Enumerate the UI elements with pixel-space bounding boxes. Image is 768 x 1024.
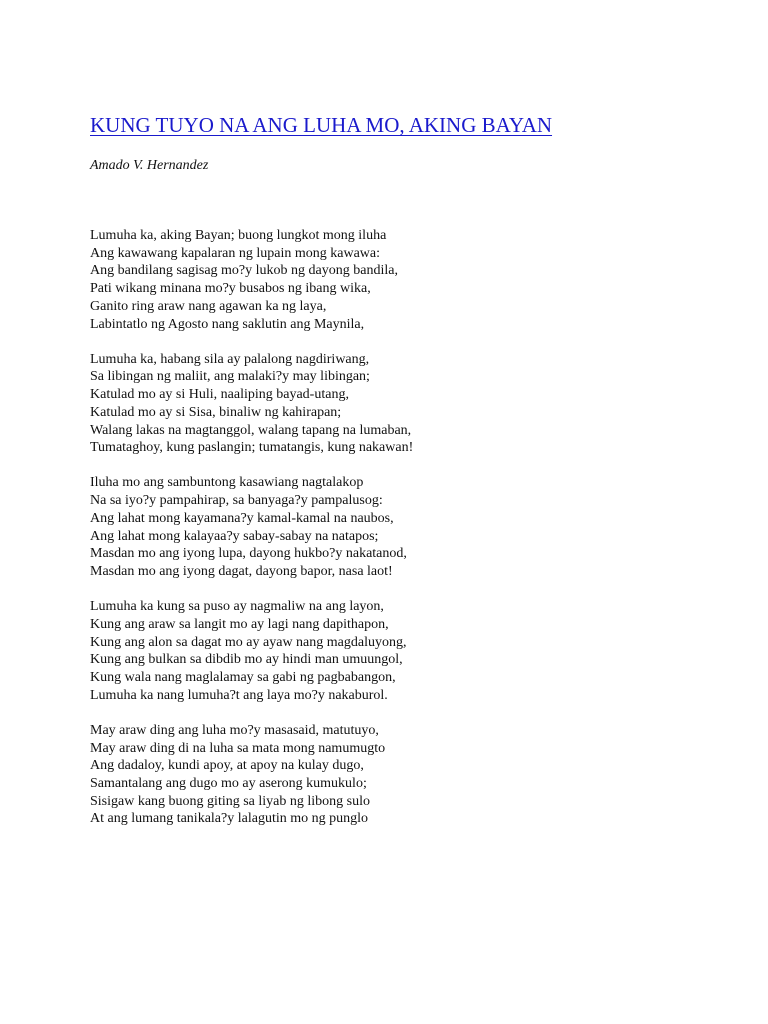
poem-body xyxy=(90,227,730,828)
poem-line: Na sa iyo?y pampahirap, sa banyaga?y pampalusog: xyxy=(90,493,383,509)
poem-line: Ang bandilang sagisag mo?y lukob ng dayong bandila, xyxy=(90,263,398,279)
poem-line: Katulad mo ay si Sisa, binaliw ng kahirapan; xyxy=(90,404,342,420)
poem-line: Lumuha ka, habang sila ay palalong nagdiriwang, xyxy=(90,351,370,367)
poem-stanza xyxy=(90,598,730,704)
poem-line: Ganito ring araw nang agawan ka ng laya, xyxy=(90,298,327,314)
poem-line: May araw ding di na luha sa mata mong namumugto xyxy=(90,740,386,756)
poem-line: Ang lahat mong kayamana?y kamal-kamal na naubos, xyxy=(90,510,394,526)
poem-line: Masdan mo ang iyong lupa, dayong hukbo?y nakatanod, xyxy=(90,546,407,562)
poem-line: Ang dadaloy, kundi apoy, at apoy na kulay dugo, xyxy=(90,758,364,774)
poem-line: Ang kawawang kapalaran ng lupain mong kawawa: xyxy=(90,245,381,261)
poem-line: Masdan mo ang iyong dagat, dayong bapor, nasa laot! xyxy=(90,563,393,579)
poem-line: Kung ang alon sa dagat mo ay ayaw nang magdaluyong, xyxy=(90,634,407,650)
document-page xyxy=(90,110,730,846)
poem-stanza xyxy=(90,227,730,333)
poem-line: Katulad mo ay si Huli, naaliping bayad-utang, xyxy=(90,387,349,403)
poem-line: Kung wala nang maglalamay sa gabi ng pagbabangon, xyxy=(90,669,396,685)
poem-line: Lumuha ka nang lumuha?t ang laya mo?y nakaburol. xyxy=(90,687,388,703)
poem-line: Lumuha ka, aking Bayan; buong lungkot mong iluha xyxy=(90,228,387,243)
author-name: Amado V. Hernandez xyxy=(90,158,209,173)
document-title-link[interactable]: KUNG TUYO NA ANG LUHA MO, AKING BAYAN xyxy=(90,113,553,137)
poem-line: Ang lahat mong kalayaa?y sabay-sabay na natapos; xyxy=(90,528,379,544)
poem-line: Sisigaw kang buong giting sa liyab ng libong sulo xyxy=(90,793,370,809)
poem-line: Tumataghoy, kung paslangin; tumatangis, kung nakawan! xyxy=(90,440,414,456)
poem-line: Kung ang araw sa langit mo ay lagi nang dapithapon, xyxy=(90,616,389,632)
poem-line: Walang lakas na magtanggol, walang tapang na lumaban, xyxy=(90,422,412,438)
poem-stanza xyxy=(90,474,730,580)
poem-line: Lumuha ka kung sa puso ay nagmaliw na ang layon, xyxy=(90,599,384,615)
poem-stanza xyxy=(90,722,730,828)
poem-line: Kung ang bulkan sa dibdib mo ay hindi man umuungol, xyxy=(90,652,403,668)
poem-stanza xyxy=(90,351,730,457)
poem-line: Iluha mo ang sambuntong kasawiang nagtalakop xyxy=(90,475,364,491)
poem-line: Pati wikang minana mo?y busabos ng ibang wika, xyxy=(90,281,371,297)
poem-line: At ang lumang tanikala?y lalagutin mo ng punglo xyxy=(90,811,368,827)
poem-line: Sa libingan ng maliit, ang malaki?y may libingan; xyxy=(90,369,370,385)
poem-line: Labintatlo ng Agosto nang saklutin ang Maynila, xyxy=(90,316,365,332)
poem-line: May araw ding ang luha mo?y masasaid, matutuyo, xyxy=(90,722,379,738)
poem-line: Samantalang ang dugo mo ay aserong kumukulo; xyxy=(90,775,367,791)
